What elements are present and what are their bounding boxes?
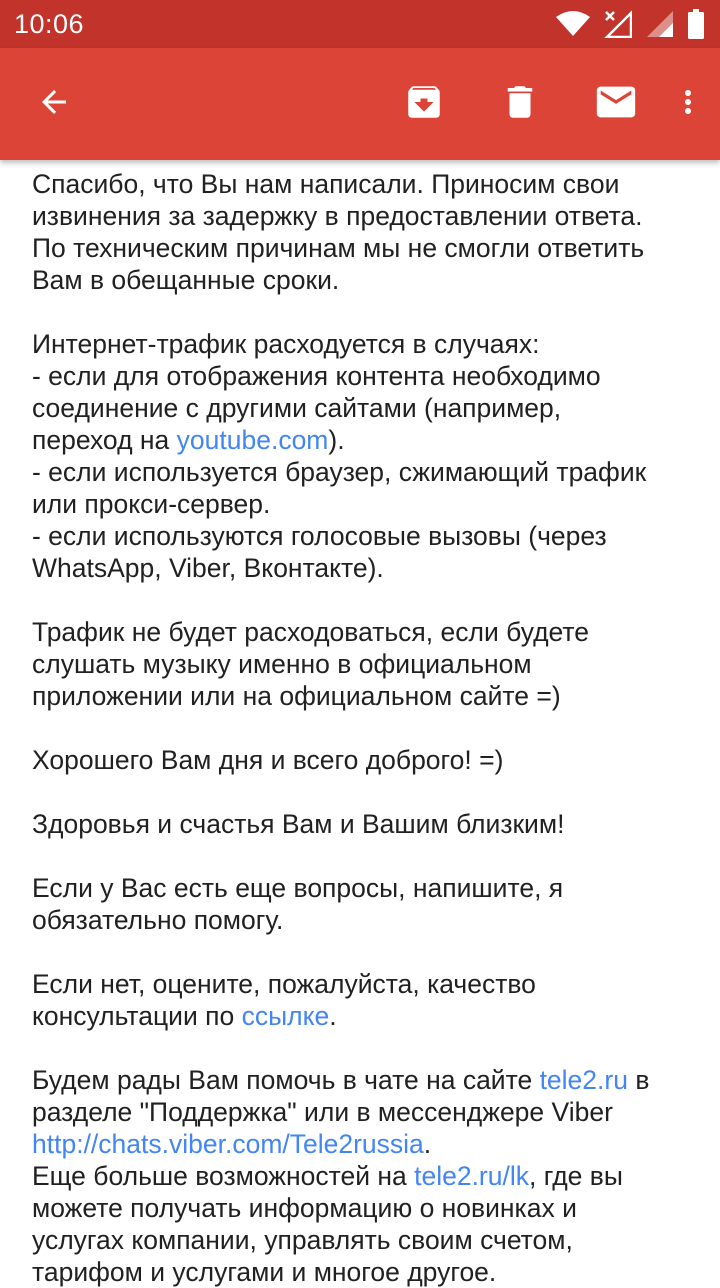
text-line: приложении или на официальном сайте =) [32,681,561,711]
text-line [32,1160,688,1192]
text-line: извинения за задержку в предоставлении ответа. [32,201,643,231]
no-signal-icon [604,10,632,38]
text-line: разделе "Поддержка" или в мессенджере Viber [32,1097,613,1127]
text-fragment: консультации по [32,1001,242,1031]
paragraph-support [32,1064,688,1288]
paragraph-good-day [32,744,688,776]
back-button[interactable] [22,72,86,136]
text-line: Если у Вас есть еще вопросы, напишите, я [32,873,564,903]
text-line [32,1000,688,1032]
paragraph-music [32,616,688,712]
tele2-site-link[interactable]: tele2.ru [539,1065,628,1095]
paragraph-health [32,808,688,840]
text-line: - если для отображения контента необходимо [32,361,601,391]
tele2-lk-link[interactable]: tele2.ru/lk [414,1161,529,1191]
text-line: обязательно помогу. [32,905,284,935]
mark-unread-icon [593,79,639,130]
paragraph-traffic-cases [32,328,688,584]
text-line: соединение с другими сайтами (например, [32,393,562,423]
paragraph-apology [32,168,688,296]
text-line: услугах компании, управлять своим счетом, [32,1225,573,1255]
delete-button[interactable] [488,72,552,136]
battery-icon [688,9,704,39]
archive-button[interactable] [392,72,456,136]
paragraph-rating [32,968,688,1032]
text-line: WhatsApp, Viber, Вконтакте). [32,553,384,583]
rating-link[interactable]: ссылке [241,1001,330,1031]
status-icons [556,9,704,39]
back-arrow-icon [36,84,72,125]
wifi-icon [556,11,590,37]
text-line: слушать музыку именно в официальном [32,649,532,679]
status-bar [0,0,720,48]
text-fragment: в [627,1065,650,1095]
text-line: Здоровья и счастья Вам и Вашим близким! [32,809,565,839]
text-line [32,1064,688,1096]
text-line: или прокси-сервер. [32,489,271,519]
text-line: По техническим причинам мы не смогли ответить [32,233,645,263]
message-body [0,160,720,1288]
text-line: Трафик не будет расходоваться, если будете [32,617,589,647]
youtube-link[interactable]: youtube.com [176,425,329,455]
text-fragment: Еще больше возможностей на [32,1161,415,1191]
text-fragment: ). [328,425,345,455]
text-line [32,1128,688,1160]
delete-icon [499,81,541,128]
signal-icon [646,10,674,38]
text-line [32,424,688,456]
text-line: - если используется браузер, сжимающий трафик [32,457,647,487]
archive-icon [403,81,445,128]
text-line: Вам в обещанные сроки. [32,265,340,295]
app-bar [0,48,720,160]
status-time: 10:06 [14,8,85,39]
text-fragment: , где вы [529,1161,623,1191]
text-fragment: . [423,1129,432,1159]
text-line: Спасибо, что Вы нам написали. Приносим свои [32,169,620,199]
text-line: - если используются голосовые вызовы (через [32,521,607,551]
text-line: Если нет, оцените, пожалуйста, качество [32,969,536,999]
text-fragment: . [329,1001,337,1031]
more-options-button[interactable] [668,72,708,136]
text-fragment: Будем рады Вам помочь в чате на сайте [32,1065,540,1095]
text-fragment: переход на [32,425,177,455]
more-vert-icon [670,84,706,125]
text-line: тарифом и услугами и многое другое. [32,1257,497,1287]
mark-unread-button[interactable] [584,72,648,136]
text-line: Интернет-трафик расходуется в случаях: [32,329,540,359]
paragraph-questions [32,872,688,936]
text-line: можете получать информацию о новинках и [32,1193,577,1223]
viber-chat-link[interactable]: http://chats.viber.com/Tele2russia [32,1129,424,1159]
text-line: Хорошего Вам дня и всего доброго! =) [32,745,504,775]
